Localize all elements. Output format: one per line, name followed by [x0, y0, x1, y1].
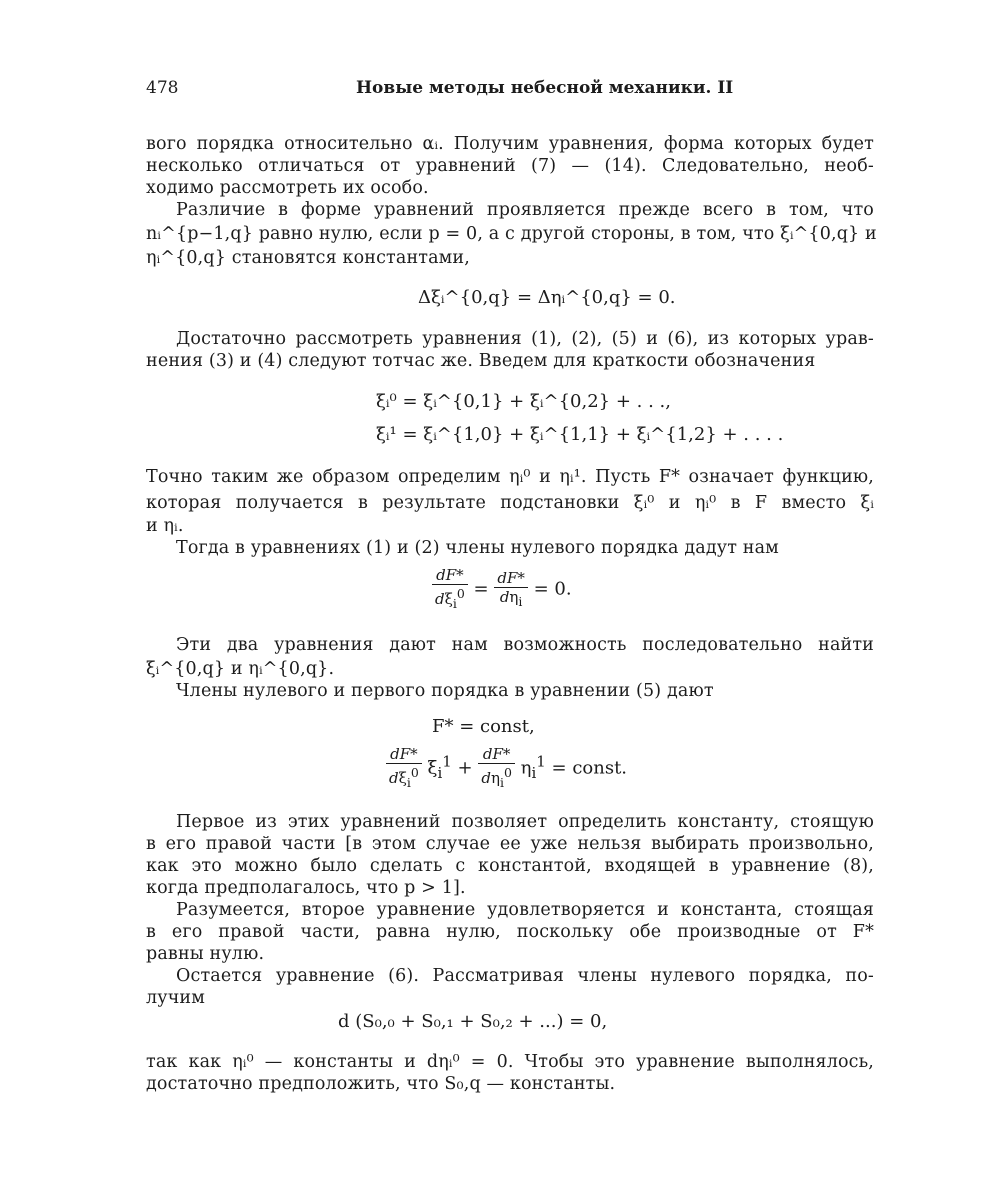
text-line: несколько отличаться от уравнений (7) — (14). Следовательно, необ-: [146, 156, 874, 176]
text-line: Остается уравнение (6). Рассматривая члены нулевого порядка, по-: [176, 966, 874, 986]
text-line: в его правой части [в этом случае ее уже нельзя выбирать произвольно,: [146, 834, 874, 854]
text-line: лучим: [146, 988, 206, 1008]
page-number: 478: [146, 78, 179, 98]
text-line: Различие в форме уравнений проявляется прежде всего в том, что: [176, 200, 874, 220]
running-title: Новые методы небесной механики. II: [356, 78, 734, 98]
fraction-dF-dxi: $\frac{dF*}{d\xi_i^0}$: [432, 566, 468, 613]
text-line: ходимо рассмотреть их особо.: [146, 178, 429, 198]
fraction-dF-deta: $\frac{dF*}{d\eta_i}$: [494, 569, 528, 611]
equation-s-sum: d (S₀,₀ + S₀,₁ + S₀,₂ + ...) = 0,: [338, 1011, 608, 1032]
text-line: равны нулю.: [146, 944, 265, 964]
text-line: так как ηᵢ⁰ — константы и dηᵢ⁰ = 0. Чтобы это уравнение выполнялось,: [146, 1052, 874, 1072]
text-line: Достаточно рассмотреть уравнения (1), (2), (5) и (6), из которых урав-: [176, 329, 874, 349]
text-line: Разумеется, второе уравнение удовлетворяется и константа, стоящая: [176, 900, 874, 920]
text-line: которая получается в результате подстановки ξᵢ⁰ и ηᵢ⁰ в F вместо ξᵢ: [146, 493, 874, 513]
text-line: Тогда в уравнениях (1) и (2) члены нулевого порядка дадут нам: [176, 538, 779, 558]
equation-xi-1: ξᵢ¹ = ξᵢ^{1,0} + ξᵢ^{1,1} + ξᵢ^{1,2} + . . . .: [376, 424, 784, 445]
text-line: достаточно предположить, что S₀,q — константы.: [146, 1074, 616, 1094]
text-line: как это можно было сделать с константой, входящей в уравнение (8),: [146, 856, 874, 876]
equation-first-order-text: (dF*/dξᵢ⁰) ξᵢ¹ + (dF*/dηᵢ⁰) ηᵢ¹ = const.: [146, 1142, 165, 1143]
text-line: nᵢ^{p−1,q} равно нулю, если p = 0, а с другой стороны, в том, что ξᵢ^{0,q} и: [146, 224, 877, 244]
fraction-dF-dxi0: $\frac{dF*}{d\xi_i^0}$: [386, 745, 422, 792]
equation-zero-order-text: dF*/dξᵢ⁰ = dF*/dηᵢ = 0.: [146, 1140, 158, 1141]
text-line: когда предполагалось, что p > 1].: [146, 878, 466, 898]
text-line: Точно таким же образом определим ηᵢ⁰ и ηᵢ¹. Пусть F* означает функцию,: [146, 467, 874, 487]
text-line: Эти два уравнения дают нам возможность последовательно найти: [176, 635, 874, 655]
equation-zero-order: $\frac{dF*}{d\xi_i^0}$ = $\frac{dF*}{d\eta_i}$ = 0.: [432, 566, 572, 613]
text-line: ξᵢ^{0,q} и ηᵢ^{0,q}.: [146, 659, 335, 679]
text-line: Члены нулевого и первого порядка в уравнении (5) дают: [176, 681, 714, 701]
text-line: вого порядка относительно αᵢ. Получим уравнения, форма которых будет: [146, 134, 874, 154]
text-line: ηᵢ^{0,q} становятся константами,: [146, 248, 470, 268]
text-line: Первое из этих уравнений позволяет определить константу, стоящую: [176, 812, 874, 832]
equation-fstar-const: F* = const,: [432, 716, 535, 737]
equation-delta: Δξᵢ^{0,q} = Δηᵢ^{0,q} = 0.: [418, 287, 676, 308]
equation-first-order: $\frac{dF*}{d\xi_i^0}$ $\xi_i^1$ + $\frac{dF*}{d\eta_i^0}$ $\eta_i^1$ = const.: [386, 745, 627, 792]
text-line: нения (3) и (4) следуют тотчас же. Введем для краткости обозначения: [146, 351, 816, 371]
equation-xi-0: ξᵢ⁰ = ξᵢ^{0,1} + ξᵢ^{0,2} + . . .,: [376, 391, 671, 412]
fraction-dF-deta0: $\frac{dF*}{d\eta_i^0}$: [478, 745, 515, 792]
text-line: в его правой части, равна нулю, поскольку обе производные от F*: [146, 922, 874, 942]
text-line: и ηᵢ.: [146, 516, 184, 536]
